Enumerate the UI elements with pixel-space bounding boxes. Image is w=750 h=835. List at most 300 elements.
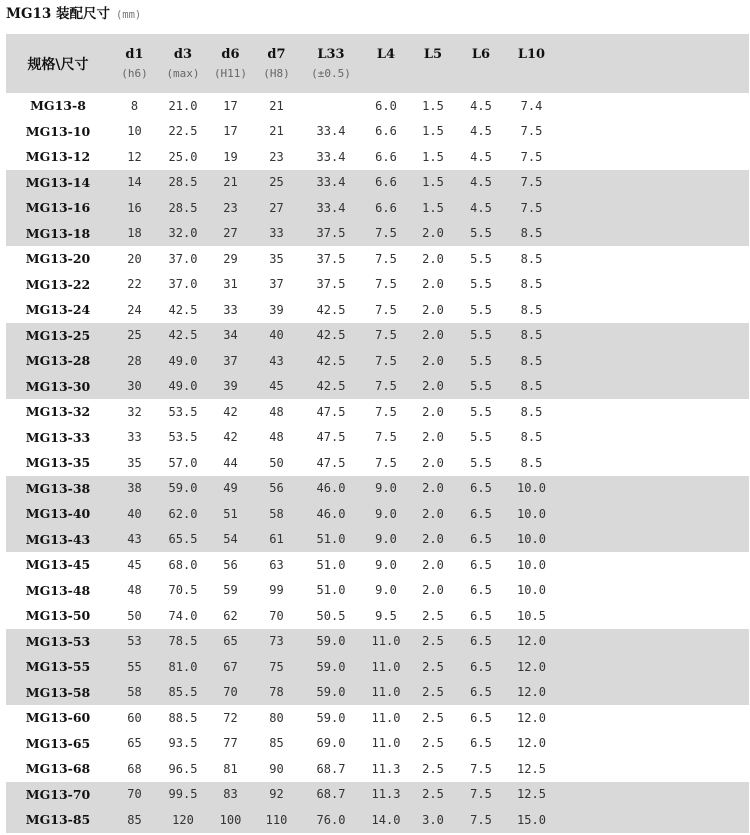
value-cell-l10: 12.5	[517, 761, 546, 776]
value-cell-l4: 6.0	[375, 98, 397, 113]
value-cell-d6: 77	[223, 736, 238, 751]
value-cell-l10: 7.5	[520, 149, 543, 164]
value-cell-l10: 8.5	[505, 374, 558, 400]
value-cell-l33: 68.7	[316, 761, 346, 776]
value-cell-l4: 7.5	[375, 404, 397, 419]
header-tolerance-row	[6, 64, 749, 93]
value-cell-l5: 2.5	[409, 680, 457, 706]
value-cell-d1: 22	[127, 277, 142, 292]
value-cell-l10: 7.4	[520, 98, 543, 113]
table-row	[6, 348, 749, 374]
value-cell-l5: 2.0	[422, 557, 444, 572]
value-cell-d7: 80	[269, 710, 284, 725]
model-cell: MG13-68	[25, 761, 91, 777]
model-cell: MG13-43	[6, 527, 110, 553]
value-cell-l33: 47.5	[316, 430, 346, 445]
value-cell-l10: 10.0	[505, 527, 558, 553]
value-cell-d1: 40	[110, 501, 159, 527]
value-cell-d7: 110	[254, 807, 299, 833]
model-cell: MG13-25	[6, 323, 110, 349]
value-cell-d3: 88.5	[168, 710, 198, 725]
value-cell-l33: 42.5	[299, 348, 363, 374]
value-cell-d3: 53.5	[168, 430, 198, 445]
value-cell-d6: 65	[207, 629, 254, 655]
row-filler	[558, 807, 749, 833]
value-cell-l6: 6.5	[457, 654, 505, 680]
value-cell-d1: 32	[127, 404, 142, 419]
column-header-l5: L5	[409, 34, 457, 64]
column-header-l4: L4	[363, 34, 409, 64]
model-cell: MG13-35	[25, 455, 91, 471]
value-cell-d6: 21	[207, 170, 254, 196]
value-cell-d3: 70.5	[168, 583, 198, 598]
table-row	[6, 450, 749, 476]
value-cell-l6: 5.5	[457, 348, 505, 374]
value-cell-l5: 1.5	[409, 170, 457, 196]
value-cell-d1: 53	[110, 629, 159, 655]
value-cell-l4: 7.5	[375, 302, 397, 317]
value-cell-l6: 6.5	[470, 583, 492, 598]
table-row	[6, 323, 749, 349]
row-filler	[558, 705, 749, 731]
value-cell-d1: 48	[127, 583, 142, 598]
table-row	[6, 552, 749, 578]
row-filler	[558, 552, 749, 578]
value-cell-d7: 56	[254, 476, 299, 502]
value-cell-l33: 68.7	[299, 782, 363, 808]
value-cell-d3: 81.0	[159, 654, 207, 680]
value-cell-d1: 8	[130, 98, 139, 113]
row-filler	[558, 476, 749, 502]
value-cell-l5: 2.5	[409, 654, 457, 680]
model-cell: MG13-14	[6, 170, 110, 196]
value-cell-d7: 48	[269, 404, 284, 419]
column-tolerance-d6: (H11)	[207, 64, 254, 93]
row-filler	[558, 297, 749, 323]
row-filler	[558, 144, 749, 170]
value-cell-d3: 62.0	[159, 501, 207, 527]
value-cell-d1: 55	[110, 654, 159, 680]
value-cell-d7: 21	[269, 124, 284, 139]
row-filler	[558, 731, 749, 757]
model-cell: MG13-18	[6, 221, 110, 247]
value-cell-d1: 33	[127, 430, 142, 445]
value-cell-d1: 43	[110, 527, 159, 553]
unit-label: (mm)	[115, 9, 142, 21]
model-cell: MG13-22	[25, 276, 91, 292]
table-row	[6, 578, 749, 604]
value-cell-d3: 57.0	[168, 455, 198, 470]
value-cell-l10: 8.5	[520, 251, 543, 266]
value-cell-d7: 27	[254, 195, 299, 221]
value-cell-l4: 9.0	[363, 501, 409, 527]
column-header-l6: L6	[457, 34, 505, 64]
value-cell-l10: 8.5	[520, 404, 543, 419]
table-row	[6, 425, 749, 451]
model-cell: MG13-24	[25, 302, 91, 318]
value-cell-l33	[299, 93, 363, 119]
value-cell-l4: 7.5	[375, 251, 397, 266]
value-cell-d6: 39	[207, 374, 254, 400]
value-cell-l6: 4.5	[470, 149, 492, 164]
value-cell-l10: 8.5	[505, 323, 558, 349]
value-cell-l6: 6.5	[457, 680, 505, 706]
value-cell-d3: 65.5	[159, 527, 207, 553]
value-cell-d6: 27	[207, 221, 254, 247]
value-cell-l5: 2.0	[409, 501, 457, 527]
value-cell-l10: 15.0	[505, 807, 558, 833]
value-cell-l33: 33.4	[299, 170, 363, 196]
value-cell-l10: 8.5	[520, 430, 543, 445]
model-cell: MG13-20	[25, 251, 91, 267]
model-cell: MG13-60	[25, 710, 91, 726]
column-tolerance-d7: (H8)	[254, 64, 299, 93]
column-header-l10: L10	[505, 34, 558, 64]
value-cell-l5: 2.0	[409, 221, 457, 247]
table-row	[6, 246, 749, 272]
value-cell-l10: 10.0	[517, 557, 546, 572]
model-cell: MG13-48	[25, 582, 91, 598]
row-filler	[558, 399, 749, 425]
value-cell-l10: 12.0	[517, 710, 546, 725]
value-cell-d3: 99.5	[159, 782, 207, 808]
value-cell-l4: 9.0	[363, 476, 409, 502]
model-cell: MG13-40	[6, 501, 110, 527]
model-cell: MG13-38	[6, 476, 110, 502]
value-cell-d7: 90	[269, 761, 284, 776]
value-cell-l4: 7.5	[375, 277, 397, 292]
value-cell-d6: 23	[207, 195, 254, 221]
value-cell-l6: 5.5	[457, 374, 505, 400]
value-cell-d1: 18	[110, 221, 159, 247]
value-cell-d3: 21.0	[168, 98, 198, 113]
value-cell-d1: 10	[127, 124, 142, 139]
value-cell-l33: 37.5	[316, 251, 346, 266]
value-cell-d6: 70	[207, 680, 254, 706]
table-row	[6, 399, 749, 425]
value-cell-l10: 10.5	[517, 608, 546, 623]
value-cell-d6: 81	[223, 761, 238, 776]
value-cell-l33: 46.0	[299, 501, 363, 527]
value-cell-l33: 59.0	[299, 654, 363, 680]
value-cell-l6: 4.5	[470, 124, 492, 139]
value-cell-d3: 49.0	[159, 374, 207, 400]
row-filler	[558, 246, 749, 272]
value-cell-l33: 51.0	[316, 583, 346, 598]
column-tolerance-l10	[505, 64, 558, 93]
value-cell-d1: 58	[110, 680, 159, 706]
model-cell: MG13-32	[25, 404, 91, 420]
value-cell-l33: 33.4	[316, 149, 346, 164]
value-cell-d6: 100	[207, 807, 254, 833]
value-cell-d7: 43	[254, 348, 299, 374]
value-cell-d1: 50	[127, 608, 142, 623]
table-row	[6, 782, 749, 808]
table-row	[6, 297, 749, 323]
value-cell-d7: 21	[269, 98, 284, 113]
value-cell-l33: 59.0	[299, 680, 363, 706]
column-header-l33: L33	[299, 34, 363, 64]
value-cell-l4: 7.5	[363, 348, 409, 374]
value-cell-l10: 12.0	[505, 654, 558, 680]
row-filler	[558, 578, 749, 604]
dimension-table	[6, 34, 749, 833]
value-cell-l10: 7.5	[505, 195, 558, 221]
value-cell-l5: 1.5	[422, 149, 444, 164]
value-cell-l5: 2.5	[409, 629, 457, 655]
value-cell-l5: 2.0	[409, 476, 457, 502]
value-cell-d1: 38	[110, 476, 159, 502]
value-cell-l33: 37.5	[299, 221, 363, 247]
row-filler	[558, 348, 749, 374]
table-row	[6, 144, 749, 170]
value-cell-l33: 33.4	[299, 195, 363, 221]
value-cell-d6: 34	[207, 323, 254, 349]
row-filler	[558, 629, 749, 655]
value-cell-d7: 73	[254, 629, 299, 655]
value-cell-l33: 33.4	[316, 124, 346, 139]
value-cell-l6: 4.5	[470, 98, 492, 113]
value-cell-d7: 23	[269, 149, 284, 164]
value-cell-d1: 35	[127, 455, 142, 470]
row-filler	[558, 782, 749, 808]
value-cell-l33: 69.0	[316, 736, 346, 751]
value-cell-d6: 17	[223, 124, 238, 139]
value-cell-l6: 6.5	[470, 608, 492, 623]
value-cell-d6: 56	[223, 557, 238, 572]
value-cell-d1: 68	[127, 761, 142, 776]
value-cell-l6: 7.5	[470, 761, 492, 776]
row-filler	[558, 501, 749, 527]
row-filler	[558, 119, 749, 145]
value-cell-l10: 10.0	[505, 501, 558, 527]
value-cell-d7: 99	[269, 583, 284, 598]
value-cell-l6: 5.5	[470, 455, 492, 470]
value-cell-d3: 96.5	[168, 761, 198, 776]
value-cell-l5: 3.0	[409, 807, 457, 833]
value-cell-l4: 11.0	[363, 680, 409, 706]
value-cell-l10: 8.5	[505, 348, 558, 374]
value-cell-l6: 5.5	[470, 251, 492, 266]
value-cell-d1: 45	[127, 557, 142, 572]
model-cell: MG13-10	[25, 123, 91, 139]
row-filler	[558, 374, 749, 400]
value-cell-d7: 70	[269, 608, 284, 623]
value-cell-d7: 50	[269, 455, 284, 470]
column-header-d6: d6	[207, 34, 254, 64]
value-cell-l4: 9.0	[363, 527, 409, 553]
column-header-d3: d3	[159, 34, 207, 64]
value-cell-l6: 4.5	[457, 170, 505, 196]
value-cell-d1: 25	[110, 323, 159, 349]
value-cell-d1: 14	[110, 170, 159, 196]
value-cell-d1: 20	[127, 251, 142, 266]
value-cell-l5: 2.0	[422, 302, 444, 317]
value-cell-d7: 92	[254, 782, 299, 808]
model-cell: MG13-8	[30, 98, 86, 114]
value-cell-l5: 1.5	[422, 98, 444, 113]
title-text: MG13 装配尺寸	[6, 6, 110, 22]
value-cell-d6: 72	[223, 710, 238, 725]
value-cell-l10: 12.0	[505, 680, 558, 706]
value-cell-l33: 42.5	[299, 374, 363, 400]
table-row	[6, 603, 749, 629]
value-cell-d6: 29	[223, 251, 238, 266]
value-cell-l4: 11.0	[363, 654, 409, 680]
value-cell-l33: 47.5	[316, 455, 346, 470]
value-cell-l5: 2.0	[409, 348, 457, 374]
value-cell-l6: 6.5	[457, 527, 505, 553]
value-cell-l6: 4.5	[457, 195, 505, 221]
value-cell-l4: 6.6	[363, 195, 409, 221]
row-filler	[558, 425, 749, 451]
value-cell-l33: 37.5	[316, 277, 346, 292]
table-row	[6, 221, 749, 247]
table-row	[6, 527, 749, 553]
column-tolerance-d3: (max)	[159, 64, 207, 93]
value-cell-d6: 49	[207, 476, 254, 502]
value-cell-l10: 12.0	[505, 629, 558, 655]
column-header-d7: d7	[254, 34, 299, 64]
value-cell-d6: 37	[207, 348, 254, 374]
value-cell-l4: 11.0	[371, 710, 401, 725]
value-cell-l10: 8.5	[520, 455, 543, 470]
value-cell-d3: 68.0	[168, 557, 198, 572]
value-cell-l4: 9.0	[375, 583, 397, 598]
value-cell-d1: 60	[127, 710, 142, 725]
table-row	[6, 374, 749, 400]
value-cell-d6: 17	[223, 98, 238, 113]
value-cell-l6: 5.5	[470, 277, 492, 292]
value-cell-l10: 8.5	[505, 221, 558, 247]
value-cell-l5: 2.0	[422, 455, 444, 470]
value-cell-l5: 2.0	[409, 323, 457, 349]
value-cell-d3: 42.5	[168, 302, 198, 317]
value-cell-d7: 58	[254, 501, 299, 527]
value-cell-l5: 2.0	[422, 277, 444, 292]
model-cell: MG13-16	[6, 195, 110, 221]
value-cell-d7: 45	[254, 374, 299, 400]
value-cell-l5: 1.5	[409, 195, 457, 221]
value-cell-d7: 33	[254, 221, 299, 247]
row-filler	[558, 450, 749, 476]
value-cell-d6: 31	[223, 277, 238, 292]
value-cell-d6: 59	[223, 583, 238, 598]
value-cell-l10: 7.5	[520, 124, 543, 139]
value-cell-d3: 37.0	[168, 251, 198, 266]
row-filler	[558, 323, 749, 349]
value-cell-d6: 83	[207, 782, 254, 808]
value-cell-d3: 53.5	[168, 404, 198, 419]
value-cell-l6: 5.5	[457, 323, 505, 349]
value-cell-d1: 24	[127, 302, 142, 317]
row-filler	[558, 170, 749, 196]
value-cell-l4: 11.0	[363, 629, 409, 655]
column-tolerance-d1: (h6)	[110, 64, 159, 93]
column-tolerance-l5	[409, 64, 457, 93]
table-row	[6, 680, 749, 706]
value-cell-l33: 42.5	[299, 323, 363, 349]
value-cell-d1: 30	[110, 374, 159, 400]
model-cell: MG13-70	[6, 782, 110, 808]
table-body	[6, 93, 749, 833]
value-cell-l6: 6.5	[457, 501, 505, 527]
value-cell-d3: 120	[159, 807, 207, 833]
value-cell-d3: 42.5	[159, 323, 207, 349]
value-cell-l5: 2.5	[422, 761, 444, 776]
model-cell: MG13-30	[6, 374, 110, 400]
value-cell-l6: 6.5	[457, 629, 505, 655]
table-row	[6, 756, 749, 782]
value-cell-l4: 7.5	[375, 430, 397, 445]
value-cell-l4: 11.3	[371, 761, 401, 776]
value-cell-l5: 2.5	[409, 782, 457, 808]
model-cell: MG13-58	[6, 680, 110, 706]
table-row	[6, 93, 749, 119]
model-cell: MG13-55	[6, 654, 110, 680]
value-cell-d3: 78.5	[159, 629, 207, 655]
value-cell-d3: 49.0	[159, 348, 207, 374]
value-cell-d7: 85	[269, 736, 284, 751]
value-cell-d7: 37	[269, 277, 284, 292]
value-cell-d1: 16	[110, 195, 159, 221]
table-header	[6, 34, 749, 93]
value-cell-l33: 59.0	[316, 710, 346, 725]
value-cell-l4: 11.3	[363, 782, 409, 808]
value-cell-l4: 6.6	[375, 124, 397, 139]
value-cell-d7: 63	[269, 557, 284, 572]
value-cell-l4: 14.0	[363, 807, 409, 833]
value-cell-l5: 2.5	[422, 608, 444, 623]
value-cell-d7: 25	[254, 170, 299, 196]
value-cell-l33: 47.5	[316, 404, 346, 419]
table-row	[6, 629, 749, 655]
value-cell-d1: 28	[110, 348, 159, 374]
page-title	[6, 3, 141, 25]
value-cell-l4: 7.5	[363, 374, 409, 400]
value-cell-d1: 12	[127, 149, 142, 164]
value-cell-d3: 22.5	[168, 124, 198, 139]
column-tolerance-l6	[457, 64, 505, 93]
row-filler	[558, 756, 749, 782]
value-cell-d7: 75	[254, 654, 299, 680]
value-cell-l6: 5.5	[470, 430, 492, 445]
value-cell-l4: 7.5	[375, 455, 397, 470]
table-row	[6, 807, 749, 833]
row-filler	[558, 603, 749, 629]
row-filler	[558, 195, 749, 221]
value-cell-d6: 33	[223, 302, 238, 317]
row-filler	[558, 527, 749, 553]
row-filler	[558, 272, 749, 298]
value-cell-l4: 9.0	[375, 557, 397, 572]
model-cell: MG13-28	[6, 348, 110, 374]
value-cell-d6: 54	[207, 527, 254, 553]
value-cell-l6: 7.5	[457, 807, 505, 833]
table-row	[6, 476, 749, 502]
row-filler	[558, 680, 749, 706]
value-cell-d7: 78	[254, 680, 299, 706]
value-cell-d6: 19	[223, 149, 238, 164]
value-cell-d3: 93.5	[168, 736, 198, 751]
value-cell-d1: 70	[110, 782, 159, 808]
value-cell-l4: 11.0	[371, 736, 401, 751]
value-cell-d7: 61	[254, 527, 299, 553]
value-cell-l5: 2.5	[422, 736, 444, 751]
model-cell: MG13-12	[25, 149, 91, 165]
row-filler	[558, 221, 749, 247]
value-cell-l6: 6.5	[457, 476, 505, 502]
